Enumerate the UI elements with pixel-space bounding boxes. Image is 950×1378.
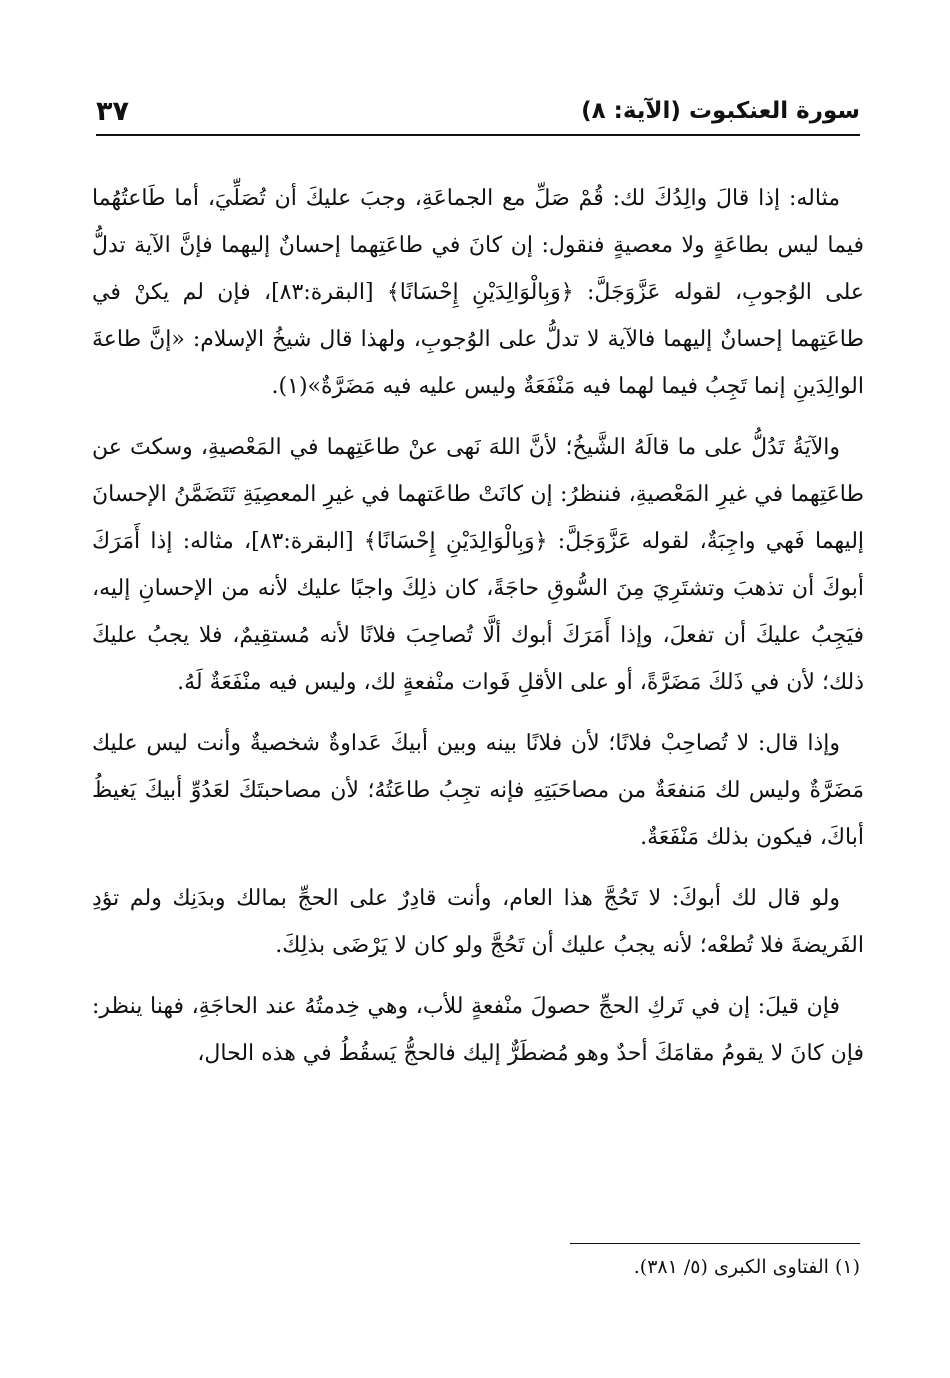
footnote: (١) الفتاوى الكبرى (٥/ ٣٨١).	[633, 1256, 860, 1278]
page-header	[96, 96, 860, 130]
paragraph: ولو قال لك أبوكَ: لا تَحُجَّ هذا العام، وأنت قادِرٌ على الحجِّ بمالك وبدَنِك ولم تؤدِ الفَريضةَ فلا تُطعْه؛ لأنه يجبُ عليك أن تَحُجَّ ولو كان لا يَرْضَى بذلِكَ.	[92, 886, 864, 958]
paragraph: والآيَةُ تَدُلُّ على ما قالَهُ الشَّيخُ؛ لأنَّ اللهَ نَهى عنْ طاعَتِهما في المَعْصيةِ، وسكتَ عن طاعَتِهما في غيرِ المَعْصيةِ، فننظرُ: إن كانَتْ طاعَتهما في غيرِ المعصِيَةِ تَتَضَمَّنُ الإحسانَ إليهما فَهي واجِبَةٌ، لقوله عَزَّوَجَلَّ: ﴿وَبِالْوَالِدَيْنِ إِحْسَانًا﴾ [البقرة:٨٣]، مثاله: إذا أَمَرَكَ أبوكَ أن تذهبَ وتشتَرِيَ مِنَ السُّوقِ حاجَةً، كان ذلِكَ واجبًا عليك لأنه من الإحسانِ إليه، فيَجِبُ عليكَ أن تفعلَ، وإذا أَمَرَكَ أبوك ألَّا تُصاحِبَ فلانًا لأنه مُستقِيمٌ، فلا يجبُ عليكَ ذلك؛ لأن في ذَلكَ مَضَرَّةً، أو على الأقلِ فَوات منْفعةٍ لك، وليس فيه منْفَعَةٌ لَهُ.	[92, 435, 865, 695]
footnote-divider	[570, 1243, 860, 1244]
main-text	[92, 175, 864, 1091]
header-divider	[96, 134, 860, 136]
paragraph: فإن قيلَ: إن في تَركِ الحجِّ حصولَ منْفعةٍ للأب، وهي خِدمتُهُ عند الحاجَةِ، فهنا ينظر: فإن كانَ لا يقومُ مقامَكَ أحدٌ وهو مُضطَرٌّ إليك فالحجُّ يَسقُطُ في هذه الحال،	[92, 994, 864, 1066]
running-title: سورة العنكبوت (الآية: ٨)	[581, 98, 860, 124]
page-number: ٣٧	[96, 96, 129, 127]
paragraph: وإذا قال: لا تُصاحِبْ فلانًا؛ لأن فلانًا بينه وبين أبيكَ عَداوةٌ شخصيةٌ وأنت ليس عليك مَضَرَّةٌ وليس لك مَنفعَةٌ من مصاحَبَتِهِ فإنه تجِبُ طاعَتُهُ؛ لأن مصاحبتَكَ لعَدُوِّ أبيكَ يَغيظُ أباكَ، فيكون بذلك مَنْفَعَةٌ.	[92, 731, 864, 850]
paragraph: مثاله: إذا قالَ والِدُكَ لك: قُمْ صَلِّ مع الجماعَةِ، وجبَ عليكَ أن تُصَلِّيَ، أما طَاعتُهُما فيما ليس بطاعَةٍ ولا معصيةٍ فنقول: إن كانَ في طاعَتِهما إحسانٌ إليهما فإنَّ الآية تدلُّ على الوُجوبِ، لقوله عَزَّوَجَلَّ: ﴿وَبِالْوَالِدَيْنِ إِحْسَانًا﴾ [البقرة:٨٣]، فإن لم يكنْ في طاعَتِهما إحسانٌ إليهما فالآية لا تدلُّ على الوُجوبِ، ولهذا قال شيخُ الإسلام: «إنَّ طاعةَ الوالِدَينِ إنما تَجِبُ فيما لهما فيه مَنْفَعَةٌ وليس عليه فيه مَضَرَّةٌ»(١).	[92, 186, 864, 399]
